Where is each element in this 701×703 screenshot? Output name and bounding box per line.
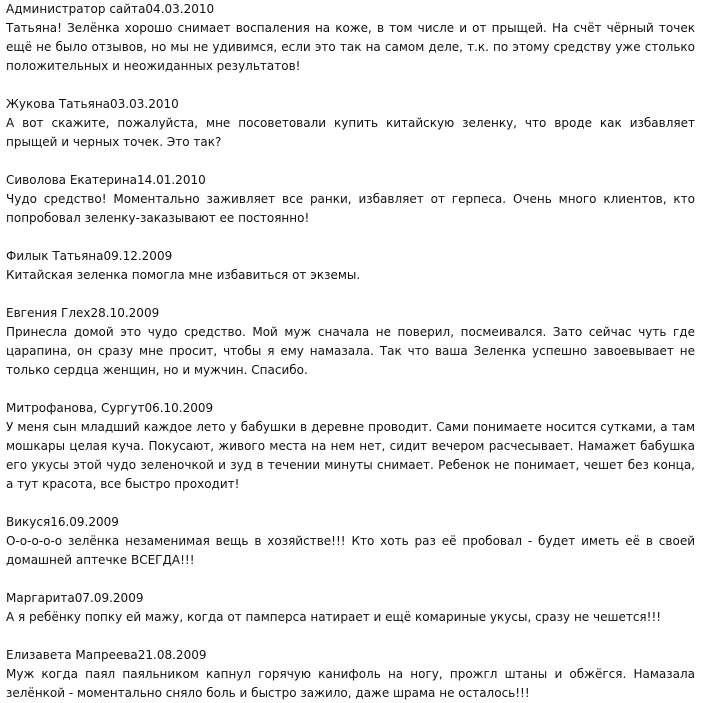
comment-date: 21.08.2009 xyxy=(137,648,207,662)
comment-date: 16.09.2009 xyxy=(50,515,119,529)
comment-author: Администратор сайта xyxy=(6,2,146,16)
comment-date: 28.10.2009 xyxy=(90,306,160,320)
comment-header xyxy=(6,304,695,323)
comment-item xyxy=(6,646,695,703)
comment-item xyxy=(6,304,695,380)
comment-date: 06.10.2009 xyxy=(144,401,214,415)
comment-author: Викуся xyxy=(6,515,51,529)
comment-header xyxy=(6,95,695,114)
comment-item xyxy=(6,399,695,494)
comment-author: Маргарита xyxy=(6,591,75,605)
comment-text: О-о-о-о-о зелёнка незаменимая вещь в хозяйстве!!! Кто хоть раз её пробовал - будет иметь её в своей домашней аптечке ВСЕГДА!!! xyxy=(6,534,695,567)
comment-text: Китайская зеленка помогла мне избавиться от экземы. xyxy=(6,268,361,282)
comment-header xyxy=(6,0,695,19)
comment-date: 14.01.2010 xyxy=(137,173,206,187)
comment-author: Митрофанова, Сургут xyxy=(6,401,145,415)
comment-header xyxy=(6,646,695,665)
comment-text: Принесла домой это чудо средство. Мой муж сначала не поверил, посмеивался. Зато сейчас чуть где царапина, он сразу мне просит, чтобы я ему намазала. Так что ваша Зеленка успешно завоевывает не только сердца женщин, но и мужчин. Спасибо. xyxy=(6,325,695,377)
comment-author: Евгения Глех xyxy=(6,306,91,320)
comment-text: А вот скажите, пожалуйста, мне посоветовали купить китайскую зеленку, что вроде как избавляет прыщей и черных точек. Это так? xyxy=(6,116,695,149)
comment-author: Сиволова Екатерина xyxy=(6,173,138,187)
comment-date: 09.12.2009 xyxy=(103,249,173,263)
comment-text: Татьяна! Зелёнка хорошо снимает воспаления на коже, в том числе и от прыщей. На счёт чёрный точек ещё не было отзывов, но мы не удивимся, если это так на самом деле, т.к. по этому средству уже столько положительных и неожиданных результатов! xyxy=(6,21,695,73)
comment-item xyxy=(6,513,695,570)
comment-header xyxy=(6,589,695,608)
comment-item xyxy=(6,171,695,228)
comment-text: А я ребёнку попку ей мажу, когда от памперса натирает и ещё комариные укусы, сразу не чешется!!! xyxy=(6,610,662,624)
comment-item xyxy=(6,589,695,627)
comment-header xyxy=(6,513,695,532)
comment-date: 03.03.2010 xyxy=(110,97,179,111)
comment-date: 04.03.2010 xyxy=(145,2,215,16)
comment-header xyxy=(6,399,695,418)
comment-header xyxy=(6,171,695,190)
comment-author: Елизавета Мапреева xyxy=(6,648,138,662)
comment-header xyxy=(6,247,695,266)
comment-text: У меня сын младший каждое лето у бабушки в деревне проводит. Сами понимаете носится сутками, а там мошкары целая куча. Покусают, живого места на нем нет, сидит вечером расчесывает. Намажет бабушка его укусы этой чудо зеленочкой и зуд в течении минуты снимает. Ребенок не понимает, чешет без конца, а тут красота, все быстро проходит! xyxy=(6,420,695,491)
comment-text: Чудо средство! Моментально заживляет все ранки, избавляет от герпеса. Очень много клиентов, кто попробовал зеленку-заказывают ее постоянно! xyxy=(6,192,695,225)
comment-item xyxy=(6,95,695,152)
comment-date: 07.09.2009 xyxy=(74,591,144,605)
comment-author: Жукова Татьяна xyxy=(6,97,111,111)
comment-author: Филык Татьяна xyxy=(6,249,104,263)
comment-text: Муж когда паял паяльником капнул горячую канифоль на ногу, прожгл штаны и обжёгся. Намазала зелёнкой - моментально сняло боль и быстро зажило, даже шрама не осталось!!! xyxy=(6,667,695,700)
comment-item xyxy=(6,0,695,76)
comment-item xyxy=(6,247,695,285)
